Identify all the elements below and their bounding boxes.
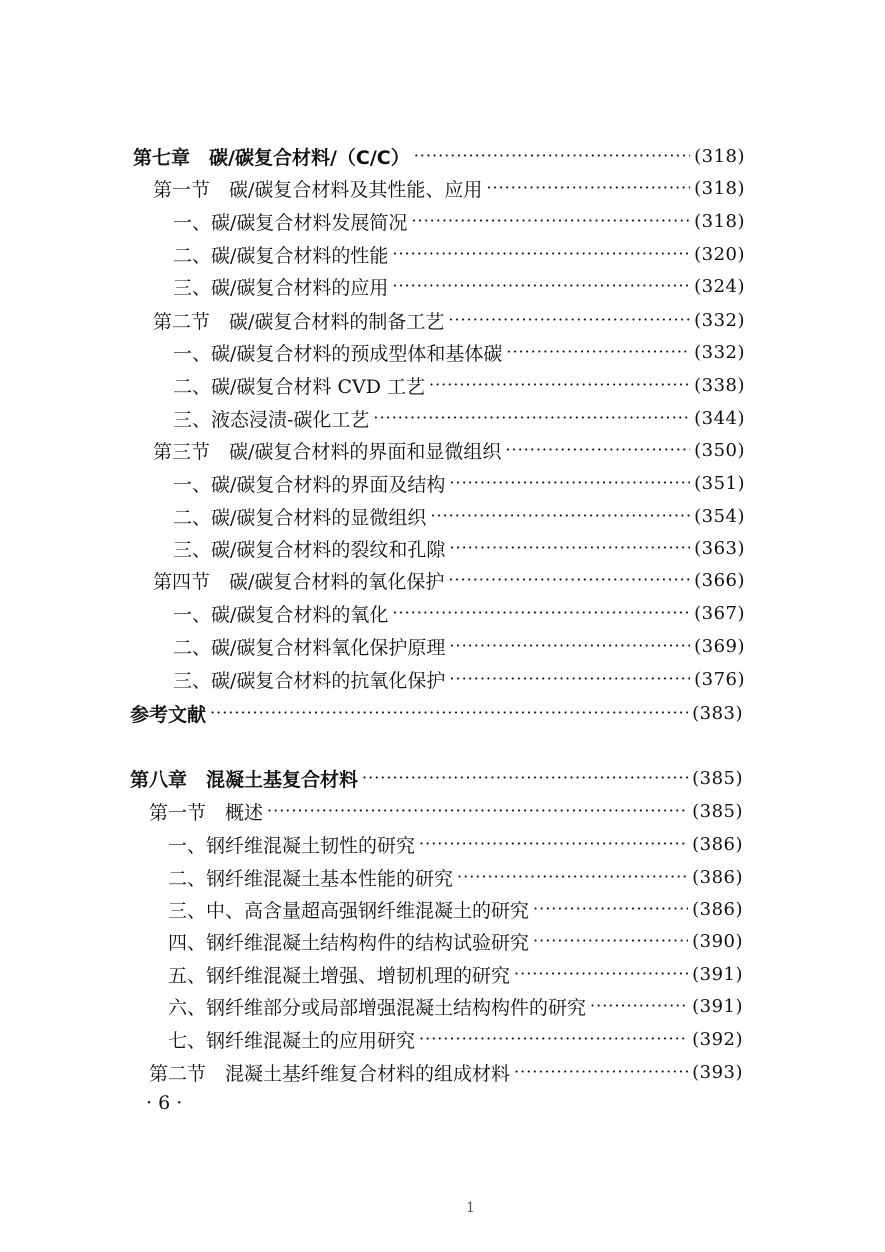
toc-item <box>173 663 745 695</box>
page-ref: (390) <box>692 930 743 952</box>
page-ref: (351) <box>694 472 745 494</box>
page-ref: (363) <box>694 537 745 559</box>
dot-leader <box>533 893 688 925</box>
page-ref: (385) <box>692 767 743 789</box>
dot-leader <box>505 434 690 466</box>
page-ref: (383) <box>692 702 743 724</box>
dot-leader <box>449 532 690 564</box>
dot-leader <box>210 697 688 729</box>
dot-leader <box>457 861 688 893</box>
toc-item <box>168 925 743 957</box>
dot-leader <box>514 958 688 990</box>
page-ref: (354) <box>694 505 745 527</box>
toc-item <box>168 958 743 990</box>
item-title: 二、碳/碳复合材料的显微组织 <box>173 506 427 529</box>
section-title: 第四节 碳/碳复合材料的氧化保护 <box>153 570 445 593</box>
dot-leader <box>419 828 688 860</box>
dot-leader <box>414 140 690 172</box>
toc-item <box>173 630 745 662</box>
item-title: 一、钢纤维混凝土韧性的研究 <box>168 834 416 857</box>
page-ref: (369) <box>694 635 745 657</box>
dot-leader <box>590 990 688 1022</box>
toc-section <box>153 172 745 204</box>
dot-leader <box>486 172 690 204</box>
page-ref: (344) <box>694 407 745 429</box>
toc-item <box>173 369 745 401</box>
dot-leader <box>448 564 690 596</box>
page-number: · 6 · <box>146 1092 183 1114</box>
toc-item <box>173 597 745 629</box>
dot-leader <box>411 205 690 237</box>
item-title: 四、钢纤维混凝土结构构件的结构试验研究 <box>168 931 530 954</box>
item-title: 一、碳/碳复合材料的氧化 <box>173 603 389 626</box>
toc-item <box>168 861 743 893</box>
page-ref: (367) <box>694 602 745 624</box>
page-ref: (318) <box>694 177 745 199</box>
dot-leader <box>392 238 690 270</box>
dot-leader <box>362 762 688 794</box>
item-title: 二、碳/碳复合材料氧化保护原理 <box>173 636 446 659</box>
toc-item <box>168 990 743 1022</box>
toc-item <box>173 336 745 368</box>
page-ref: (386) <box>692 898 743 920</box>
item-title: 一、碳/碳复合材料发展简况 <box>173 211 408 234</box>
toc-section <box>149 795 743 827</box>
dot-leader <box>430 500 690 532</box>
toc-chapter-7 <box>133 140 745 172</box>
item-title: 二、碳/碳复合材料的性能 <box>173 244 389 267</box>
page-ref: (391) <box>692 963 743 985</box>
dot-leader <box>449 630 690 662</box>
page-ref: (318) <box>694 145 745 167</box>
toc-section <box>153 304 745 336</box>
item-title: 一、碳/碳复合材料的界面及结构 <box>173 473 446 496</box>
dot-leader <box>449 663 690 695</box>
toc-item <box>168 828 743 860</box>
toc-item <box>173 532 745 564</box>
chapter-title: 第七章 碳/碳复合材料/（C/C） <box>133 146 410 169</box>
section-title: 第一节 概述 <box>149 801 264 824</box>
page-ref: (385) <box>692 800 743 822</box>
toc-item <box>168 893 743 925</box>
page-ref: (338) <box>694 374 745 396</box>
toc-chapter-8 <box>130 762 743 794</box>
dot-leader <box>449 467 690 499</box>
dot-leader <box>514 1056 688 1088</box>
item-title: 五、钢纤维混凝土增强、增韧机理的研究 <box>168 964 511 987</box>
section-title: 第一节 碳/碳复合材料及其性能、应用 <box>153 178 483 201</box>
item-title: 七、钢纤维混凝土的应用研究 <box>168 1029 416 1052</box>
toc-section <box>149 1056 743 1088</box>
page-ref: (318) <box>694 210 745 232</box>
dot-leader <box>429 369 690 401</box>
page-ref: (350) <box>694 439 745 461</box>
toc-references <box>130 697 743 729</box>
section-title: 第二节 碳/碳复合材料的制备工艺 <box>153 310 445 333</box>
dot-leader <box>392 270 690 302</box>
toc-item <box>173 467 745 499</box>
toc-section <box>153 564 745 596</box>
page-ref: (386) <box>692 866 743 888</box>
page-ref: (332) <box>694 309 745 331</box>
item-title: 三、碳/碳复合材料的裂纹和孔隙 <box>173 538 446 561</box>
toc-item <box>173 500 745 532</box>
dot-leader <box>267 795 688 827</box>
page-ref: (376) <box>694 668 745 690</box>
page-ref: (320) <box>694 243 745 265</box>
dot-leader <box>533 925 688 957</box>
toc-item <box>173 402 745 434</box>
toc-item <box>173 238 745 270</box>
chapter-title: 第八章 混凝土基复合材料 <box>130 768 359 791</box>
item-title: 三、碳/碳复合材料的应用 <box>173 276 389 299</box>
toc-item <box>173 205 745 237</box>
page-ref: (324) <box>694 275 745 297</box>
dot-leader <box>448 304 690 336</box>
item-title: 二、钢纤维混凝土基本性能的研究 <box>168 867 454 890</box>
item-title: 三、液态浸渍-碳化工艺 <box>173 408 370 431</box>
toc-item <box>173 270 745 302</box>
page-ref: (332) <box>694 341 745 363</box>
dot-leader <box>392 597 690 629</box>
dot-leader <box>373 402 690 434</box>
section-title: 第三节 碳/碳复合材料的界面和显微组织 <box>153 440 502 463</box>
toc-item <box>168 1023 743 1055</box>
page-ref: (366) <box>694 569 745 591</box>
page-ref: (393) <box>692 1061 743 1083</box>
dot-leader <box>419 1023 688 1055</box>
page-ref: (386) <box>692 833 743 855</box>
page-ref: (392) <box>692 1028 743 1050</box>
item-title: 三、中、高含量超高强钢纤维混凝土的研究 <box>168 899 530 922</box>
section-title: 第二节 混凝土基纤维复合材料的组成材料 <box>149 1062 511 1085</box>
toc-section <box>153 434 745 466</box>
item-title: 一、碳/碳复合材料的预成型体和基体碳 <box>173 342 503 365</box>
footer-mark: 1 <box>466 1200 475 1216</box>
item-title: 二、碳/碳复合材料 CVD 工艺 <box>173 375 425 398</box>
references-title: 参考文献 <box>130 703 207 726</box>
dot-leader <box>506 336 690 368</box>
item-title: 六、钢纤维部分或局部增强混凝土结构构件的研究 <box>168 996 587 1019</box>
item-title: 三、碳/碳复合材料的抗氧化保护 <box>173 669 446 692</box>
page-ref: (391) <box>692 995 743 1017</box>
